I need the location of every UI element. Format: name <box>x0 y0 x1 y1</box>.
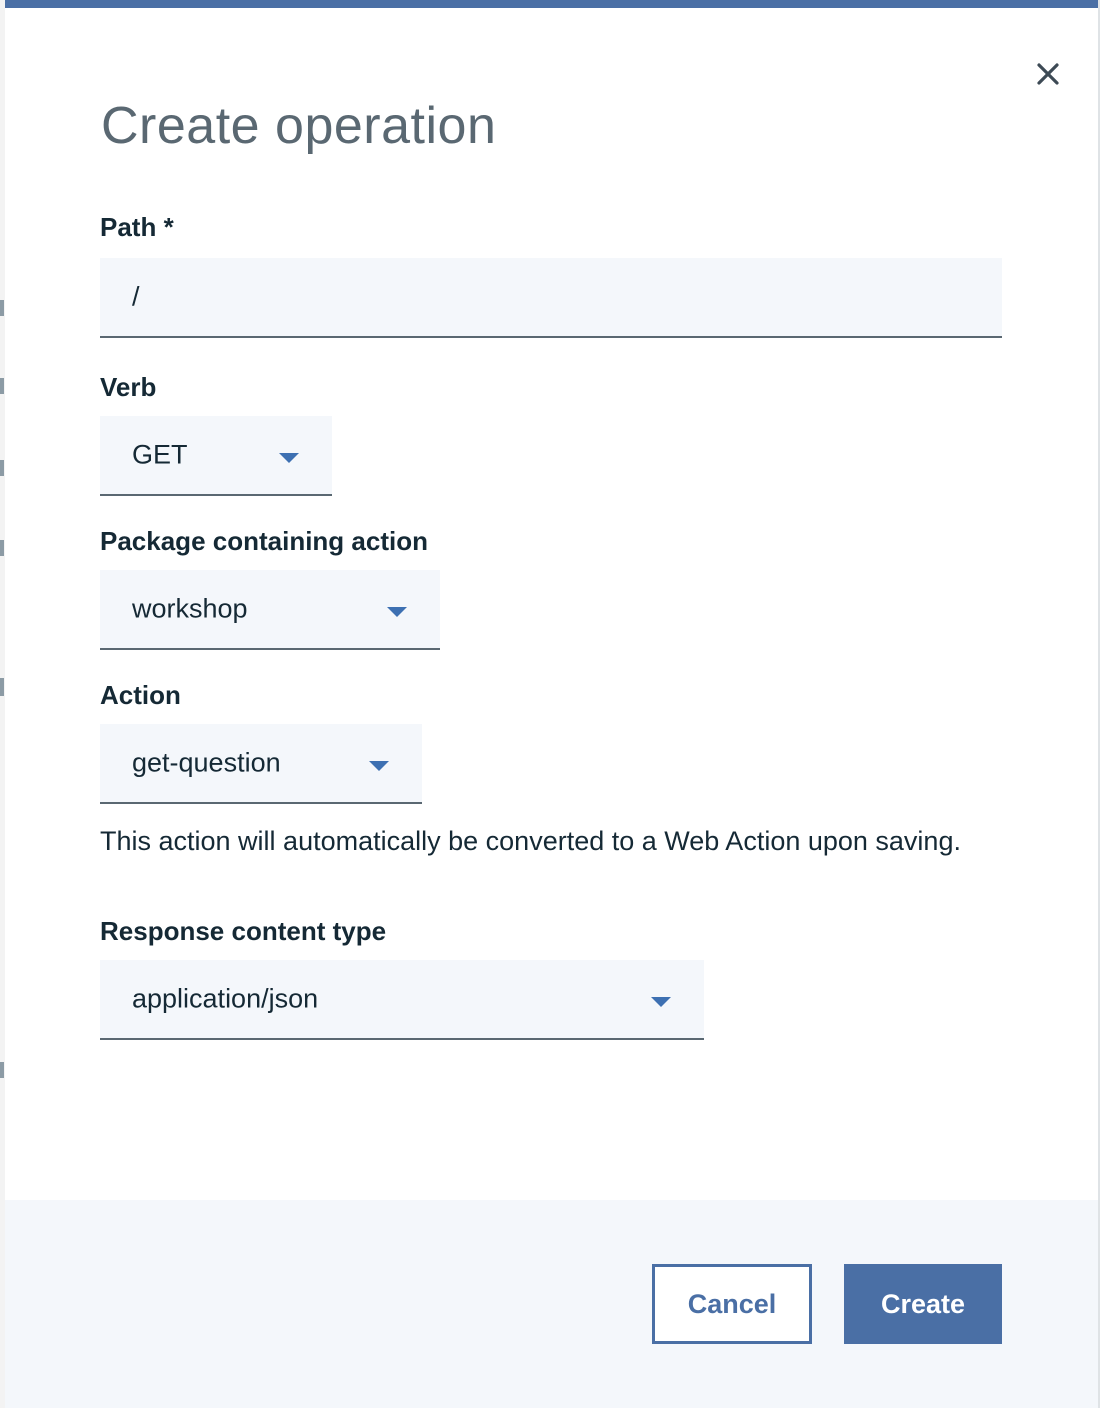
modal-title: Create operation <box>101 97 497 155</box>
close-button[interactable] <box>1032 58 1064 90</box>
background-text-fragment <box>0 540 4 556</box>
action-select-value: get-question <box>132 747 281 778</box>
chevron-down-icon <box>651 997 671 1007</box>
close-icon <box>1032 58 1064 90</box>
chevron-down-icon <box>387 607 407 617</box>
path-input-value: / <box>132 281 140 312</box>
response-type-select-value: application/json <box>132 983 319 1014</box>
background-text-fragment <box>0 300 4 316</box>
chevron-down-icon <box>369 761 389 771</box>
chevron-down-icon <box>279 453 299 463</box>
response-type-select[interactable] <box>100 960 704 1040</box>
background-text-fragment <box>0 1062 4 1078</box>
action-select[interactable] <box>100 724 422 804</box>
package-label: Package containing action <box>100 526 428 556</box>
action-helper-text: This action will automatically be converted to a Web Action upon saving. <box>100 826 961 856</box>
modal-footer <box>5 1200 1098 1408</box>
create-operation-modal <box>5 0 1098 1400</box>
background-text-fragment <box>0 378 4 394</box>
path-input[interactable] <box>100 258 1002 338</box>
package-select-value: workshop <box>132 593 248 624</box>
background-text-fragment <box>0 678 4 696</box>
action-label: Action <box>100 680 181 710</box>
create-button[interactable]: Create <box>844 1264 1002 1344</box>
verb-label: Verb <box>100 372 157 402</box>
verb-select[interactable] <box>100 416 332 496</box>
response-type-label: Response content type <box>100 916 387 946</box>
package-select[interactable] <box>100 570 440 650</box>
path-label: Path * <box>100 212 174 242</box>
background-text-fragment <box>0 460 4 476</box>
cancel-button[interactable]: Cancel <box>652 1264 812 1344</box>
verb-select-value: GET <box>132 439 188 470</box>
